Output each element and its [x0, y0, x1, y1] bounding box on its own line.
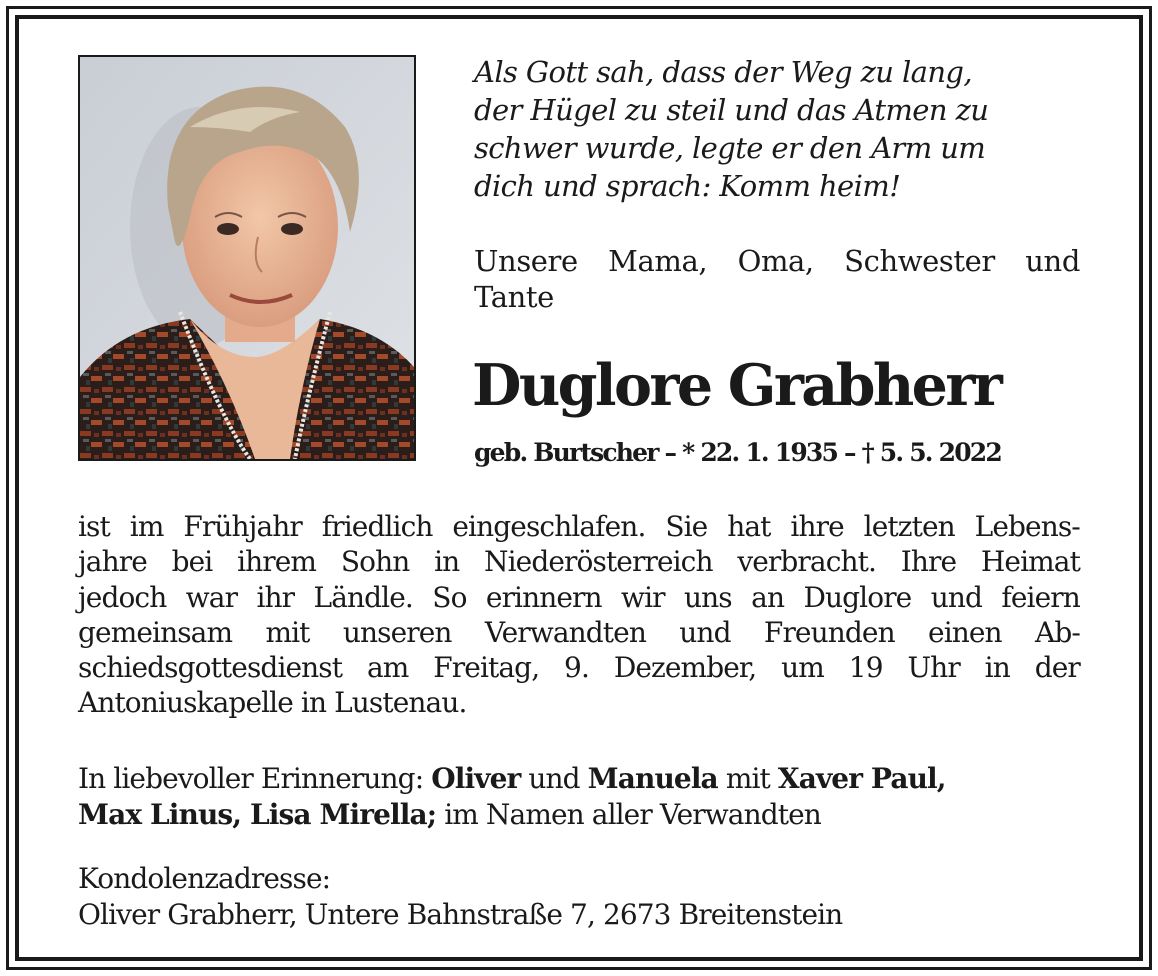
verse-line: der Hügel zu steil und das Atmen zu: [474, 93, 989, 127]
mourner-name: Manuela: [587, 762, 718, 795]
address-label: Kondolenzadresse:: [78, 862, 331, 895]
body-line: schiedsgottesdienst am Freitag, 9. Dezember, um 19 Uhr in der: [78, 651, 1080, 685]
verse-line: schwer wurde, legte er den Arm um: [474, 131, 986, 165]
verse-line: dich und sprach: Komm heim!: [474, 169, 901, 203]
memory-line-2: Max Linus, Lisa Mirella; im Namen aller Verwandten: [78, 798, 821, 831]
mourner-name: Max Linus, Lisa Mirella;: [78, 798, 437, 831]
body-line: jedoch war ihr Ländle. So erinnern wir uns an Duglore und feiern: [78, 580, 1080, 614]
birth-death-info: geb. Burtscher – * 22. 1. 1935 – † 5. 5. 2022: [474, 438, 1001, 467]
memory-line-1: In liebevoller Erinnerung: Oliver und Manuela mit Xaver Paul,: [78, 762, 946, 795]
portrait-image: [80, 57, 414, 459]
verse: [474, 53, 1094, 205]
intro-text: Unsere Mama, Oma, Schwester und Tante: [474, 244, 1080, 314]
memory-text: [78, 761, 1080, 833]
body-line: gemeinsam mit unseren Verwandten und Freunden einen Ab-: [78, 615, 1080, 649]
mourner-name: Oliver: [431, 762, 521, 795]
body-line: ist im Frühjahr friedlich eingeschlafen. Sie hat ihre letzten Lebens-: [78, 510, 1080, 543]
portrait-photo: [78, 55, 416, 461]
condolence-address: [78, 861, 842, 933]
body-text: [78, 509, 1080, 721]
deceased-name: Duglore Grabherr: [472, 352, 1001, 419]
address-value: Oliver Grabherr, Untere Bahnstraße 7, 2673 Breitenstein: [78, 898, 843, 931]
verse-line: Als Gott sah, dass der Weg zu lang,: [474, 55, 972, 89]
body-line: Antoniuskapelle in Lustenau.: [78, 686, 467, 720]
body-line: jahre bei ihrem Sohn in Niederösterreich verbracht. Ihre Heimat: [78, 545, 1080, 579]
mourner-name: Xaver Paul,: [777, 762, 946, 795]
